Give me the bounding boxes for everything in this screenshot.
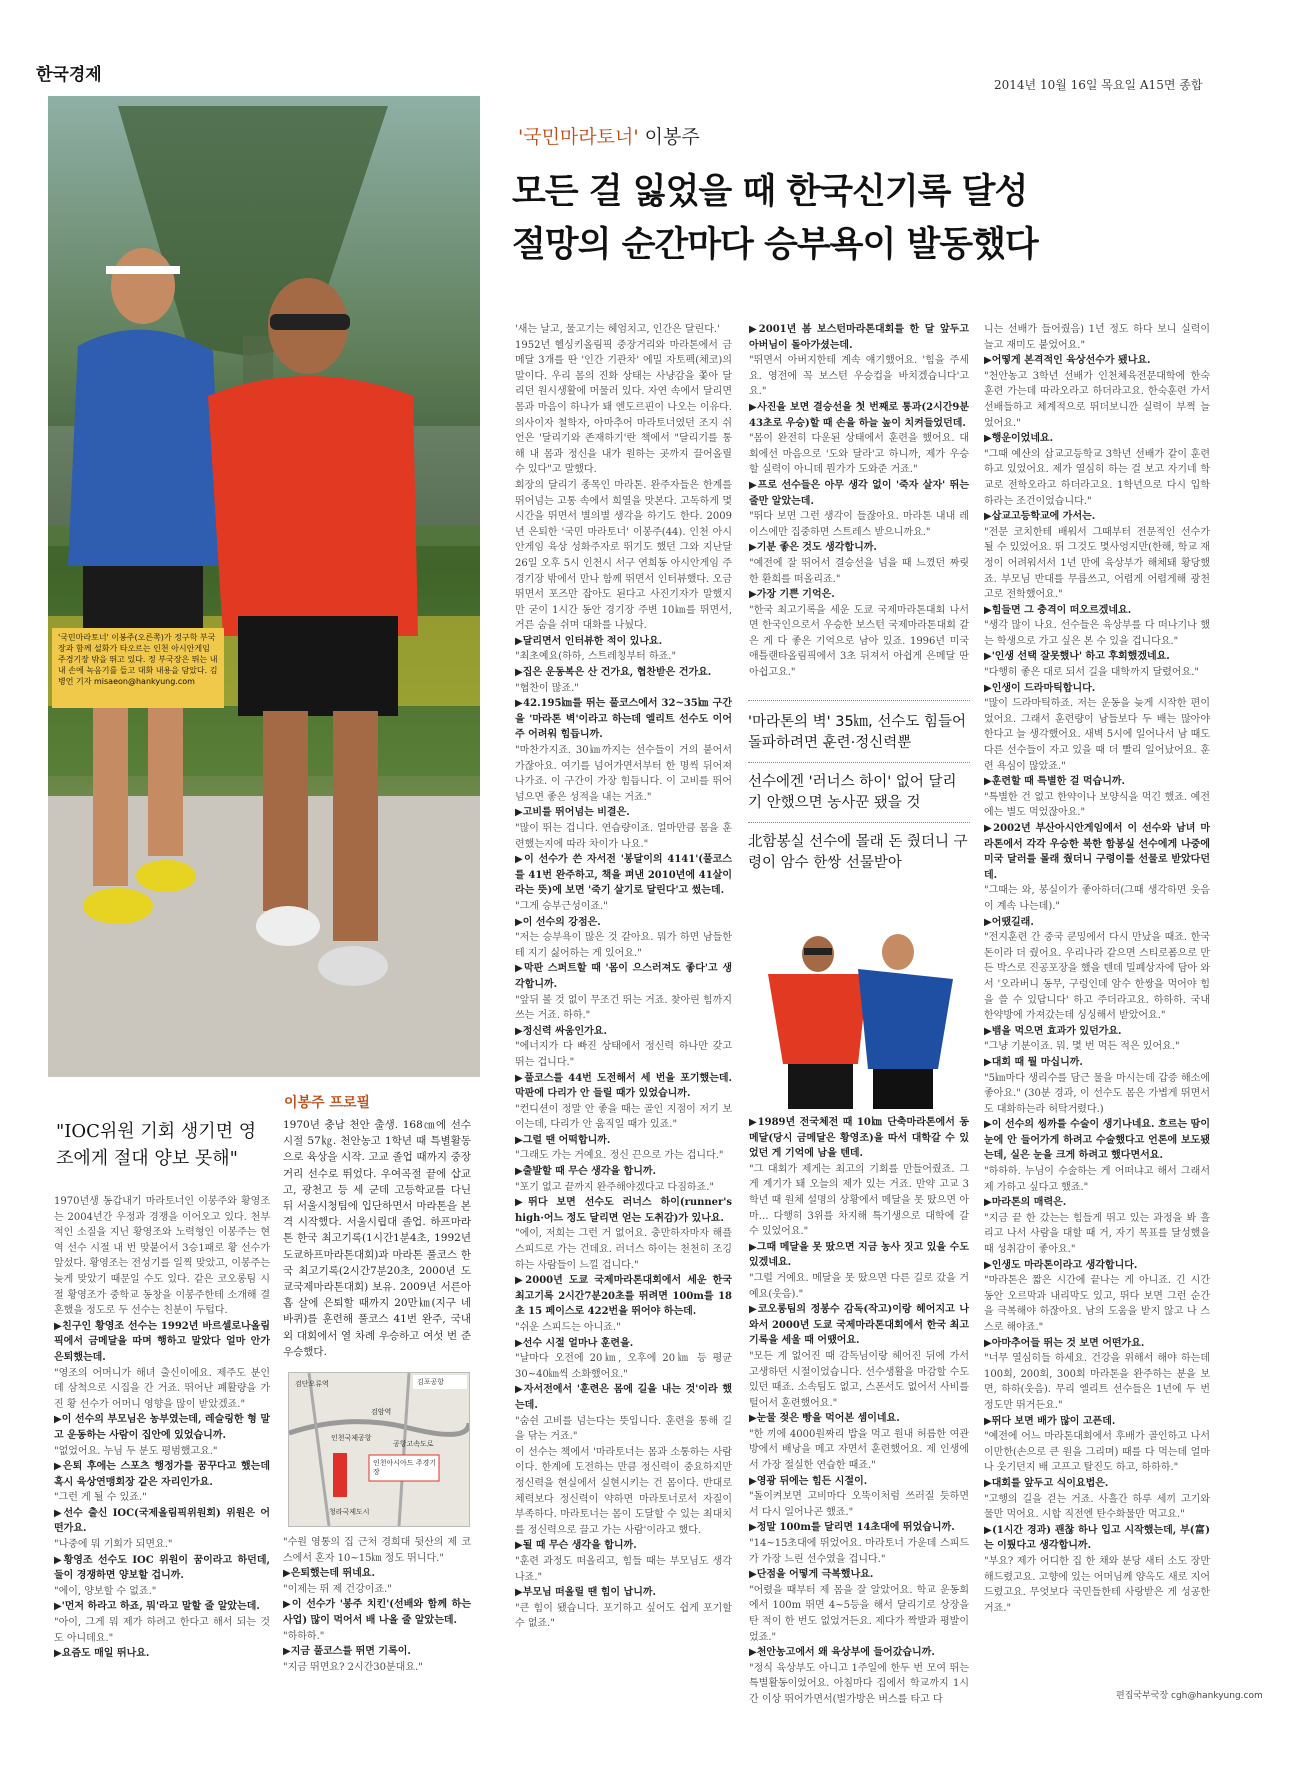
- interview-question: ▶뛰다 보면 선수도 러너스 하이(runner's high·어느 정도 달리면 얻는 도취감)가 있나요.: [515, 1197, 732, 1224]
- column-1: [54, 1194, 270, 1714]
- interview-question: ▶그럴 땐 어떡합니까.: [515, 1134, 611, 1146]
- interview-question: ▶이 선수의 부모님은 농부였는데, 레슬링한 형 말고 운동하는 사람이 집안에 있었습니까.: [54, 1414, 270, 1441]
- article-paragraph: "뛰면서 아버지한테 계속 얘기했어요. '힘을 주세요. 영전에 꼭 보스턴 우승컵을 바치겠습니다'고요.": [749, 355, 969, 398]
- quote-headline: "IOC위원 기회 생기면 영조에게 절대 양보 못해": [56, 1121, 257, 1169]
- interview-question: ▶막판 스퍼트할 때 '몸이 으스러져도 좋다'고 생각합니까.: [515, 963, 732, 990]
- stretching-photo: [748, 914, 970, 1109]
- interview-question: ▶정신력 싸움인가요.: [515, 1025, 607, 1037]
- interview-question: ▶2001년 봄 보스턴마라톤대회를 한 달 앞두고 아버님이 돌아가셨는데.: [749, 324, 969, 351]
- article-paragraph: "나중에 뭐 기회가 되면요.": [54, 1539, 173, 1551]
- article-paragraph: "지금 뛰면요? 2시간30분대요.": [283, 1661, 423, 1673]
- article-paragraph: "어렸을 때부터 제 몸을 잘 알았어요. 학교 운동회에서 100m 뛰면 4~5등을 해서 달리기로 상장을 탄 적이 한 번도 없었거든요. 제다가 짝발과 평발이었죠.": [749, 1584, 969, 1643]
- article-paragraph: "전지훈련 간 중국 쿤밍에서 다시 만났을 때죠. 한국돈이라 더 줬어요. 우리나라 같으면 스티로폼으로 만든 박스로 진공포장을 했을 텐데 밀폐상자에 담아 와서 '오라버니 동무, 구렁인데 암수 한쌍을 먹어야 힘을 쓸 수 있답니다' 하고 주더라고요. 하하하. 국내 한약방에 가져갔는데 싱싱해서 받았어요.": [984, 932, 1210, 1022]
- article-paragraph: "몸이 완전히 다운된 상태에서 훈련을 했어요. 대회에선 마음으로 '도와 달라'고 하니까, 제가 우승할 실력이 아니데 뭔가가 도와준 거죠.": [749, 433, 969, 476]
- headline-line-1: 모든 걸 잃었을 때 한국신기록 달성: [512, 172, 1028, 212]
- interview-question: ▶인생이 드라마틱합니다.: [984, 682, 1096, 694]
- headline: [512, 166, 1072, 272]
- article-paragraph: "하하하. 누님이 수술하는 게 어떠냐고 해서 그래서 제 가하고 싶다고 했죠.": [984, 1166, 1210, 1193]
- article-paragraph: "전문 코치한테 배워서 그때부터 전문적인 선수가 될 수 있었어요. 뛰 그것도 몇사엉지만(한해, 학교 재정이 어려워서서 1년 만에 육상부가 해체돼 황당했죠. 부모님 반대를 무릅쓰고, 어렵게 어렵게해 광천고로 전학했어요.": [984, 526, 1210, 601]
- divider: [748, 700, 970, 701]
- article-paragraph: "쉬운 스피드는 아니죠.": [515, 1322, 621, 1333]
- article-paragraph: "특별한 건 없고 한약이나 보양식을 먹긴 했죠. 예전에는 별도 먹었잖아요.": [984, 791, 1210, 819]
- map-label: 검암역: [371, 1408, 392, 1416]
- article-paragraph: "날마다 오전에 20㎞, 오후에 20㎞ 등 평균 30~40㎞씩 소화했어요.": [515, 1353, 732, 1380]
- article-paragraph: "다행히 좋은 대로 되서 길을 대학까지 달렸어요.": [984, 667, 1199, 679]
- interview-question: ▶코오롱팀의 정봉수 감독(작고)이랑 헤어지고 나와서 2000년 도쿄 국제마라톤대회에서 한국 최고기록을 세울 때 어땠어요.: [749, 1304, 969, 1347]
- interview-question: ▶2002년 부산아시안게임에서 이 선수와 남녀 마라톤에서 각각 우승한 북한 함봉실 선수에게 나중에 미국 달러를 몰래 줬더니 구령이를 선물로 받았다던데.: [984, 823, 1210, 881]
- interview-question: ▶가장 기쁜 기억은.: [749, 589, 835, 601]
- headline-line-2: 절망의 순간마다 승부욕이 발동했다: [512, 225, 1038, 265]
- interview-question: ▶어떻게 본격적인 육상선수가 됐나요.: [984, 355, 1151, 367]
- interview-question: ▶은퇴 후에는 스포츠 행정가를 꿈꾸다고 했는데 혹시 육상연맹회장 같은 자리인가요.: [54, 1461, 270, 1488]
- article-paragraph: "저는 승부욕이 많은 것 같아요. 뭐가 하면 남들한테 지기 싫어하는 게 있어요.": [515, 932, 732, 959]
- article-paragraph: "에이, 양보할 수 없죠.": [54, 1585, 157, 1597]
- interview-question: ▶어땠길래.: [984, 916, 1034, 928]
- article-paragraph: "예전에 잘 뛰어서 결승선을 넘을 때 느꼈던 짜릿한 환희를 떠올리죠.": [749, 557, 969, 585]
- article-paragraph: "아이, 그게 뭐 제가 하려고 한다고 해서 되는 것도 아니데요.": [54, 1617, 270, 1644]
- column-5: [984, 322, 1210, 1684]
- interview-question: ▶단점을 어떻게 극복했나요.: [749, 1569, 874, 1581]
- article-paragraph: "14~15초대에 뛰었어요. 마라토너 가운데 스피드가 가장 느린 선수였을 겁니다.": [749, 1538, 969, 1565]
- main-photo: [48, 96, 480, 1077]
- interview-question: ▶2000년 도쿄 국제마라톤대회에서 세운 한국 최고기록 2시간7분20초를 뛰려면 100m를 18초 15 페이스로 422번을 뛰어야 하는데.: [515, 1275, 732, 1318]
- article-paragraph: "너무 열심히들 하세요. 건강을 위해서 해야 하는데 100회, 200회, 300회 마라톤을 완주하는 분을 보면, 하하(웃음). 무리 엘리트 선수들은 1년에 두 번 정도만 뛰거든요.": [984, 1353, 1210, 1411]
- interview-question: ▶뛰다 보면 배가 많이 고픈데.: [984, 1415, 1116, 1427]
- map-label: 공항고속도로: [393, 1440, 434, 1448]
- article-paragraph: "협찬이 많죠.": [515, 682, 579, 694]
- interview-question: ▶고비를 뛰어넘는 비결은.: [515, 807, 630, 819]
- subhead-3: 北함봉실 선수에 몰래 돈 줬더니 구령이 암수 한쌍 선물받아: [748, 834, 968, 871]
- article-paragraph: 이 선수는 책에서 '마라토너는 몸과 소통하는 사람이다. 한계에 도전하는 만큼 정신력이 중요하지만 정신력을 현실에서 실현시키는 건 몸이다. 반대로 체력보다 정신력이 약하면 마라토너로서 자질이 부족하다. 마라토너는 몸이 도달할 수 있는 최대치를 정신력으로 끌고 가는 사람'이라고 했다.: [515, 1446, 732, 1536]
- article-paragraph: "한국 최고기록을 세운 도쿄 국제마라톤대회 나서면 한국인으로서 우승한 보스턴 국제마라톤대회 같은 게 다 좋은 기억으로 남아 있죠. 1996년 미국 애틀랜타올림픽에서 3초 뒤져서 아쉽게 은메달 딴 아쉽고요.": [749, 604, 969, 679]
- map-label: 인천아시아드 주경기장: [373, 1459, 437, 1476]
- location-map: [288, 1372, 470, 1527]
- interview-question: ▶천안농고에서 왜 육상부에 들어갔습니까.: [749, 1647, 935, 1659]
- interview-question: ▶그때 메달을 못 땄으면 지금 농사 짓고 있을 수도 있겠네요.: [749, 1241, 969, 1269]
- interview-question: ▶아마추어들 뛰는 것 보면 어떤가요.: [984, 1337, 1145, 1349]
- interview-question: ▶행운이었네요.: [984, 433, 1054, 445]
- interview-question: ▶이 선수가 '봉주 치킨'(선배와 함께 하는 사업) 많이 먹어서 배 나올 줄 알았는데.: [283, 1599, 471, 1626]
- map-label: 청라국제도시: [329, 1508, 370, 1516]
- interview-question: ▶은퇴했는데 뛰네요.: [283, 1568, 375, 1580]
- article-paragraph: "마라톤은 짧은 시간에 끝나는 게 아니죠. 긴 시간 동안 오르막과 내리막도 있고, 뛰다 보면 그런 순간을 극복해야 하잖아요. 남의 도움을 받지 않고 나 스스로 해야죠.": [984, 1275, 1210, 1333]
- kicker: [518, 122, 700, 149]
- interview-question: ▶인생도 마라톤이라고 생각합니다.: [984, 1259, 1138, 1271]
- article-paragraph: "예전에 어느 마라톤대회에서 후배가 골인하고 나서 이만한(손으로 큰 원을 그리며) 때를 다 먹는데 얼마나 웃기던지 배 고프고 탈진도 하고, 하하하.": [984, 1431, 1210, 1474]
- interview-question: ▶'인생 선택 잘못했나' 하고 후회했겠네요.: [984, 651, 1170, 663]
- article-paragraph: 니는 선배가 들어줬음) 1년 정도 하다 보니 실력이 늘고 재미도 붙었어요.": [984, 324, 1210, 351]
- interview-question: ▶42.195㎞를 뛰는 풀코스에서 32~35㎞ 구간을 '마라톤 벽'이라고 하는데 엘리트 선수도 이어주 어려워 힘듭니까.: [515, 698, 732, 741]
- article-paragraph: "그 대회가 제게는 최고의 기회를 만들어줬죠. 그게 계기가 돼 오늘의 제가 있는 거죠. 만약 고교 3학년 때 원체 설명의 상황에서 메달을 못 땄으면 아마… 다행히 3위를 차지해 특기생으로 대학에 갈 수 있었어요.": [749, 1163, 969, 1238]
- interview-question: ▶눈물 젖은 빵을 먹어본 셈이네요.: [749, 1413, 900, 1425]
- interview-question: ▶될 때 무슨 생각을 합니까.: [515, 1540, 637, 1552]
- article-paragraph: "이제는 뛰 제 건강이죠.": [283, 1583, 392, 1595]
- article-paragraph: "그런 게 될 수 있죠.": [54, 1492, 147, 1504]
- map-label: 김포공항: [417, 1378, 445, 1386]
- interview-question: ▶자서전에서 '훈련은 몸에 길을 내는 것'이라 했는데.: [515, 1384, 732, 1411]
- interview-question: ▶달리면서 인터뷰한 적이 있나요.: [515, 635, 663, 647]
- interview-question: ▶대회 때 뭘 마십니까.: [984, 1056, 1083, 1068]
- profile-title: 이봉주 프로필: [284, 1095, 371, 1111]
- article-paragraph: "뛰다 보면 그런 생각이 들잖아요. 마라톤 내내 레이스에만 집중하면 스트레스 받으니까요.": [749, 511, 969, 538]
- article-paragraph: "생각 많이 나요. 선수들은 육상부를 다 떠나기나 했는 학생으로 가고 싶은 본 수 있을 겁니다요.": [984, 620, 1210, 647]
- interview-question: ▶'먼저 하라고 하죠, 뭐'라고 말할 줄 알았는데.: [54, 1601, 260, 1613]
- article-paragraph: "그냥 기분이죠. 뭐. 몇 번 먹든 적은 있어요.": [984, 1041, 1180, 1053]
- interview-question: ▶이 선수가 쓴 자서전 '봉달이의 4141'(풀코스를 41번 완주하고, 책을 펴낸 2010년에 41살이라는 뜻)에 보면 '죽기 살기로 달린다'고 썼는데.: [515, 854, 732, 897]
- column-3: [515, 322, 732, 1712]
- article-paragraph: "앞뒤 볼 것 없이 무조건 뛰는 거죠. 찾아린 힘까지 쓰는 거죠. 하하.": [515, 994, 732, 1022]
- article-paragraph: "5㎞마다 생리수를 담근 물을 마시는데 갑증 해소에 좋아요." (30분 경과, 이 선수도 몸은 가볍게 뛰면서도 대화하는라 허탁거렸다.): [984, 1072, 1210, 1115]
- article-paragraph: "지금 끝 한 갔는는 힘들게 뛰고 있는 과정을 봐 흘리고 나서 사람을 대할 때 거, 자기 목표를 달성했을 때 성취감이 좋아요.": [984, 1212, 1210, 1256]
- interview-question: ▶지금 풀코스를 뛰면 기록이.: [283, 1646, 411, 1658]
- article-paragraph: "최초예요(하하, 스트레칭부터 하죠.": [515, 651, 677, 663]
- kicker-name: 이봉주: [638, 126, 700, 148]
- article-paragraph: "천안농고 3학년 선배가 인천체육전문대학에 한숙훈련 가는데 따라오라고 하더라고요. 한숙훈련 가서 선배들하고 체계적으로 뛰더보니깐 실력이 부쩍 늘었어요.": [984, 370, 1210, 429]
- interview-question: ▶이 선수의 강점은.: [515, 916, 601, 928]
- article-paragraph: "훈련 과정도 떠올리고, 힘들 때는 부모님도 생각나죠.": [515, 1555, 732, 1583]
- interview-question: ▶프로 선수들은 아무 생각 없이 '죽자 살자' 뛰는 줄만 알았는데.: [749, 479, 969, 507]
- article-paragraph: "많이 뛰는 겁니다. 연습량이죠. 얼마만큼 몸을 훈련했는지에 따라 차이가 나요.": [515, 823, 732, 850]
- article-paragraph: "마찬가지죠. 30㎞까지는 선수들이 거의 붙어서 가잖아요. 여기를 넘어가면서부터 한 명씩 뒤어져 나가죠. 이 구간이 가장 힘듭니다. 이 고비를 뛰어넘으면 좋은 성적을 내는 거죠.": [515, 745, 732, 803]
- map-label: 검단오류역: [295, 1380, 329, 1388]
- subhead-1: '마라톤의 벽' 35㎞, 선수도 힘들어 돌파하려면 훈련·정신력뿐: [748, 714, 967, 751]
- article-paragraph: "모든 게 없어진 때 감독님이랑 헤어진 뒤에 가서 고생하던 시절이었습니다. 선수생활을 마감할 수도 있던 때죠. 소속팀도 없고, 스폰서도 없어서 사비를 털어서 훈련했어요.": [749, 1350, 969, 1409]
- interview-question: ▶친구인 황영조 선수는 1992년 바르셀로나올림픽에서 금메달을 따며 행하고 말았다 얼마 안가 은퇴했는데.: [54, 1320, 270, 1363]
- interview-question: ▶정말 100m를 달리면 14초대에 뛰었습니까.: [749, 1522, 955, 1534]
- article-paragraph: "숨쉰 고비를 넘는다는 뜻입니다. 훈련을 통해 길을 닦는 거죠.": [515, 1415, 732, 1443]
- photo-caption: '국민마라토너' 이봉주(오른쪽)가 정구학 부국장과 함께 설화가 타오르는 인천 아시안게임 주경기장 밖을 뛰고 있다. 정 부국장은 뛰는 내내 손에 녹음기를 들고 대화 내용을 담았다. 김병언 기자 misaeon@hankyung.com: [52, 628, 224, 708]
- interview-question: ▶대회를 앞두고 식이요법은.: [984, 1477, 1109, 1489]
- article-paragraph: "그때는 와, 봉실이가 좋아하더(그때 생각하면 웃음이 계속 나는데).": [984, 885, 1210, 912]
- article-paragraph: "컨디션이 정말 안 좋을 때는 골인 지점이 저기 보이는데, 다리가 안 움직일 때가 있죠.": [515, 1103, 732, 1131]
- article-paragraph: "에너지가 다 빠진 상태에서 정신력 하나만 갖고 뛰는 겁니다.": [515, 1041, 732, 1068]
- article-paragraph: "그게 승부근성이죠.": [515, 900, 608, 912]
- article-paragraph: '새는 날고, 물고기는 헤엄치고, 인간은 달린다.': [515, 324, 720, 335]
- column-2: [283, 1535, 471, 1705]
- column-4-top: [749, 322, 969, 687]
- profile-text: 1970년 충남 천안 출생. 168㎝에 선수시절 57㎏. 천안농고 1학년 때 특별활동으로 육상을 시작. 고교 졸업 때까지 중장거리 선수로 뛰었다. 우여곡절 끝에 삽교고, 광천고 등 세 군데 고등학교를 다닌 뒤 서울시청팀에 입단하면서 마라톤을 본격 시작했다. 서울시립대 졸업. 하프마라톤 한국 최고기록(1시간1분4초, 1992년 도쿄하프마라톤대회)과 마라톤 풀코스 한국 최고기록(2시간7분20초, 2000년 도쿄국제마라톤대회) 보유. 2009년 서른아홉 살에 은퇴할 때까지 20만㎞(지구 네 바퀴)를 훈련해 풀코스 41번 완주, 국내외 대회에서 열 차례 우승하고 여섯 번 준우승했다.: [283, 1119, 471, 1357]
- article-paragraph: "없었어요. 누님 두 분도 평범했고요.": [54, 1445, 218, 1457]
- interview-question: ▶1989년 전국체전 때 10㎞ 단축마라톤에서 동메달(당시 금메달은 황영조)을 따서 대학갈 수 있었던 게 기억에 남을 텐데.: [749, 1117, 969, 1160]
- article-paragraph: "포기 없고 끝까지 완주해야겠다고 다짐하죠.": [515, 1181, 714, 1193]
- interview-question: ▶힘들면 그 충격이 떠오르겠네요.: [984, 604, 1132, 616]
- article-paragraph: "영조의 어머니가 해녀 출신이에요. 제주도 분인데 삼척으로 시집을 간 거죠. 뛰어난 폐활량을 가진 황 선수가 어머니 영향을 많이 받았겠죠.": [54, 1367, 270, 1410]
- divider: [748, 822, 970, 823]
- interview-question: ▶요즘도 매일 뛰나요.: [54, 1648, 150, 1660]
- interview-question: ▶풀코스를 44번 도전해서 세 번을 포기했는데. 막판에 다리가 안 들릴 때가 있었습니까.: [515, 1072, 732, 1100]
- interview-question: ▶기분 좋은 것도 생각합니까.: [749, 542, 877, 554]
- interview-question: ▶뱀을 먹으면 효과가 있던가요.: [984, 1025, 1122, 1037]
- interview-question: ▶훈련할 때 특별한 걸 먹습니까.: [984, 776, 1126, 788]
- subhead-2: 선수에겐 '러너스 하이' 없어 달리기 안했으면 농사꾼 됐을 것: [748, 774, 957, 811]
- divider: [748, 762, 970, 763]
- dateline: 2014년 10월 16일 목요일 A15면 종합: [994, 78, 1203, 92]
- interview-question: ▶삽교고등학교에 가서는.: [984, 511, 1096, 523]
- masthead: 한국경제: [36, 65, 102, 85]
- article-paragraph: "에이, 저희는 그런 거 없어요. 충만하자마자 해플 스피드로 가는 건데요. 러너스 하이는 천천히 조깅하는 사람들이 느낄 겁니다.": [515, 1228, 732, 1271]
- article-paragraph: "그래도 가는 거예요. 정신 끈으로 가는 겁니다.": [515, 1150, 724, 1162]
- article-paragraph: "한 끼에 4000원짜리 밥을 먹고 원내 허름한 여관방에서 배낭을 메고 자면서 훈련했어요. 제 인생에서 가장 절실한 연습한 때죠.": [749, 1428, 969, 1472]
- article-paragraph: 회장의 달리기 종목인 마라톤. 완주자들은 한계를 뛰어넘는 고통 속에서 희열을 맛본다. 고독하게 몇 시간을 뛰면서 별의별 생각을 하기도 한다. 2009년 은퇴한 '국민 마라토너' 이봉주(44). 인천 아시안게임 육상 성화주자로 뛰기도 했던 그와 지난달 26일 오후 5시 인천시 서구 연희동 아시안게임 주경기장 밖에서 만나 함께 뛰면서 인터뷰했다. 오금 뛰면서 포즈만 잡아도 된다고 사진기자가 말했지만 굳이 1시간 동안 경기장 주변 10㎞를 뛰면서, 거른 숨을 쉬며 대화를 나눴다.: [515, 479, 732, 632]
- interview-question: ▶출발할 때 무슨 생각을 합니까.: [515, 1166, 657, 1178]
- kicker-label: '국민마라토너': [518, 126, 639, 148]
- interview-question: ▶영광 뒤에는 힘든 시절이.: [749, 1475, 868, 1487]
- interview-question: ▶(1시간 경과) 괜찮 하나 입고 시작했는데, 부(富)는 이뤘다고 생각합니까.: [984, 1524, 1210, 1552]
- article-paragraph: "많이 드라마틱하죠. 저는 운동을 늦게 시작한 편이었어요. 그래서 훈련량이 남들보다 두 배는 많아야 한다고 늘 생각했어요. 새벽 5시에 일어나서 남 때도 다른 선수들이 자고 있을 때 더 빨리 일어났어요. 훈련 욕심이 많았죠.": [984, 698, 1210, 772]
- interview-question: ▶집은 운동복은 산 건가요, 협찬받은 건가요.: [515, 667, 712, 679]
- interview-question: ▶이 선수의 씽까를 수술이 생기나네요. 흐르는 땀이 눈에 안 들어가게 하려고 수술했다고 언론에 보도됐는데, 실은 눈을 크게 하려고 했다면서요.: [984, 1119, 1210, 1162]
- article-paragraph: "부요? 제가 어디한 집 한 채와 분당 새터 소도 장만해드렸고요. 고향에 있는 어머님께 양옥도 새로 지어드렸고요. 무엇보다 국민들한테 사랑받은 게 성공한 거죠.": [984, 1555, 1210, 1614]
- article-paragraph: "그럴 거예요. 메달을 못 땄으면 다른 길로 갔을 거예요(웃음).": [749, 1272, 969, 1300]
- article-paragraph: 1952년 헬싱키올림픽 중장거리와 마라톤에서 금메달 3개를 딴 '인간 기관차' 에밀 자토펙(체코)의 말이다. 우리 몸의 진화 상태는 사냥감을 쫓아 달리던 원시생활에 머물러 있다. 자연 속에서 달리면 몸과 마음이 하나가 돼 엔도르핀이 나오는 이유다. 의사이자 철학자, 아마추어 마라토너였던 조지 쉬언은 '달리기와 존재하기'란 책에서 "달리기를 통해 내 몸과 정신을 내가 원하는 곳까지 끌어올릴 수 있다"고 말했다.: [515, 339, 732, 476]
- interview-question: ▶마라톤의 매력은.: [984, 1197, 1067, 1209]
- interview-question: ▶선수 출신 IOC(국제올림픽위원회) 위원은 어떤가요.: [54, 1507, 270, 1535]
- article-paragraph: "수원 영통의 집 근처 경희대 뒷산의 제 코스에서 혼자 10~15㎞ 정도 뛰니다.": [283, 1537, 471, 1564]
- article-paragraph: "고행의 길을 걷는 거죠. 사흘간 하루 세끼 고기와 물만 먹어요. 시합 직전엔 탄수화물만 먹고요.": [984, 1493, 1210, 1521]
- article-paragraph: 1970년생 동갑내기 마라토너인 이봉주와 황영조는 2004년간 우정과 경쟁을 이어오고 있다. 천부적인 소질을 지닌 황영조와 노력형인 이봉주는 현역 선수 시절 내 번 맞붙어서 3승1패로 황 선수가 앞섰다. 황영조는 전성기를 일찍 맞았고, 이봉주는 늦게 맞았기 때문일 수도 있다. 같은 코오롱팀 시절 황영조가 중학교 동창을 이봉주한테 소개해 결혼했을 정도로 두 선수는 친분이 두텁다.: [54, 1196, 270, 1317]
- article-paragraph: "하하하.": [283, 1630, 325, 1642]
- map-label: 인천국제공항: [331, 1434, 372, 1442]
- byline: 편집국부국장 cgh@hankyung.com: [1116, 1691, 1263, 1701]
- column-4-bottom: [749, 1115, 969, 1712]
- interview-question: ▶선수 시절 얼마나 훈련을.: [515, 1337, 634, 1349]
- article-paragraph: "그때 예산의 삽교고등학교 3학년 선배가 같이 훈련하고 있었어요. 제가 열심히 하는 걸 보고 자기네 학교로 전학오라고 하더라고요. 1학년으로 다시 입학하라는 조건이었습니다.": [984, 448, 1210, 507]
- article-paragraph: "큰 힘이 됐습니다. 포기하고 싶어도 쉽게 포기할 수 없죠.": [515, 1602, 732, 1630]
- interview-question: ▶사진을 보면 결승선을 첫 번째로 통과(2시간9분 43초로 우승)할 때 손을 하늘 높이 치켜들었던데.: [749, 401, 969, 429]
- interview-question: ▶황영조 선수도 IOC 위원이 꿈이라고 하던데, 둘이 경쟁하면 양보할 겁니까.: [54, 1554, 270, 1582]
- article-paragraph: "돌이켜보면 고비마다 오뚝이처럼 쓰러질 듯하면서 다시 일어나곤 했죠.": [749, 1491, 969, 1518]
- runners-illustration: [48, 96, 480, 1077]
- article-paragraph: "정식 육상부도 아니고 1주일에 한두 번 모여 뛰는 특별활동이었어요. 아침마다 집에서 학교까지 1시간 이상 뛰어가면서(벌가방은 버스를 타고 다: [749, 1662, 969, 1705]
- interview-question: ▶부모님 떠올릴 땐 힘이 납니까.: [515, 1587, 657, 1599]
